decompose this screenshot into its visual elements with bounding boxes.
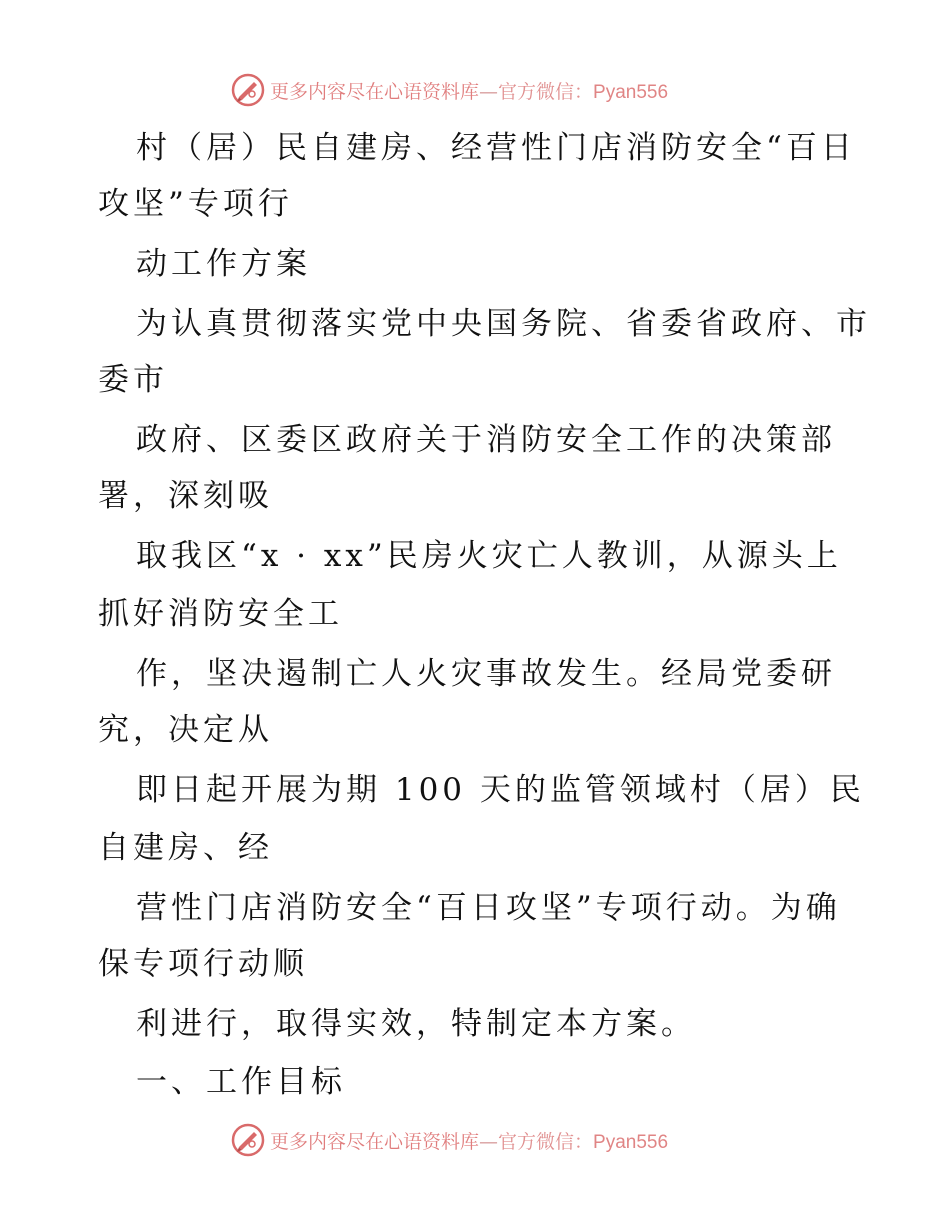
text-line: 抓好消防安全工 bbox=[98, 596, 343, 632]
text-line: 为认真贯彻落实党中央国务院、省委省政府、市 bbox=[136, 306, 871, 342]
text-line: 攻坚”专项行 bbox=[98, 186, 293, 222]
banner-site-name: 更多内容尽在心语资料库 bbox=[270, 80, 480, 103]
text-line: 究，决定从 bbox=[98, 712, 273, 748]
text-line: 政府、区委区政府关于消防安全工作的决策部 bbox=[136, 422, 836, 458]
footer-banner bbox=[230, 1122, 750, 1158]
text-line: 即日起开展为期 100 天的监管领域村（居）民 bbox=[136, 772, 865, 808]
text-line: 署，深刻吸 bbox=[98, 478, 273, 514]
banner-wechat-id: Pyan556 bbox=[593, 1131, 669, 1153]
seal-pen-icon bbox=[230, 1122, 266, 1158]
banner-text bbox=[270, 77, 668, 104]
seal-pen-icon bbox=[230, 72, 266, 108]
banner-text bbox=[270, 1127, 668, 1154]
text-line: 取我区“x · xx”民房火灾亡人教训，从源头上 bbox=[136, 538, 842, 574]
header-banner bbox=[230, 72, 750, 108]
text-line: 保专项行动顺 bbox=[98, 946, 308, 982]
text-line: 营性门店消防安全“百日攻坚”专项行动。为确 bbox=[136, 890, 841, 926]
banner-wechat-label: 官方微信： bbox=[498, 1130, 594, 1153]
text-line: 村（居）民自建房、经营性门店消防安全“百日 bbox=[136, 130, 856, 166]
text-line: 自建房、经 bbox=[98, 830, 273, 866]
banner-dash: — bbox=[479, 1130, 499, 1153]
banner-dash: — bbox=[479, 80, 499, 103]
banner-wechat-label: 官方微信： bbox=[498, 80, 594, 103]
text-line: 动工作方案 bbox=[136, 246, 311, 282]
section-heading: 一、工作目标 bbox=[136, 1064, 346, 1100]
text-line: 作，坚决遏制亡人火灾事故发生。经局党委研 bbox=[136, 656, 836, 692]
banner-site-name: 更多内容尽在心语资料库 bbox=[270, 1130, 480, 1153]
banner-wechat-id: Pyan556 bbox=[593, 81, 669, 103]
text-line: 委市 bbox=[98, 362, 168, 398]
text-line: 利进行，取得实效，特制定本方案。 bbox=[136, 1006, 696, 1042]
